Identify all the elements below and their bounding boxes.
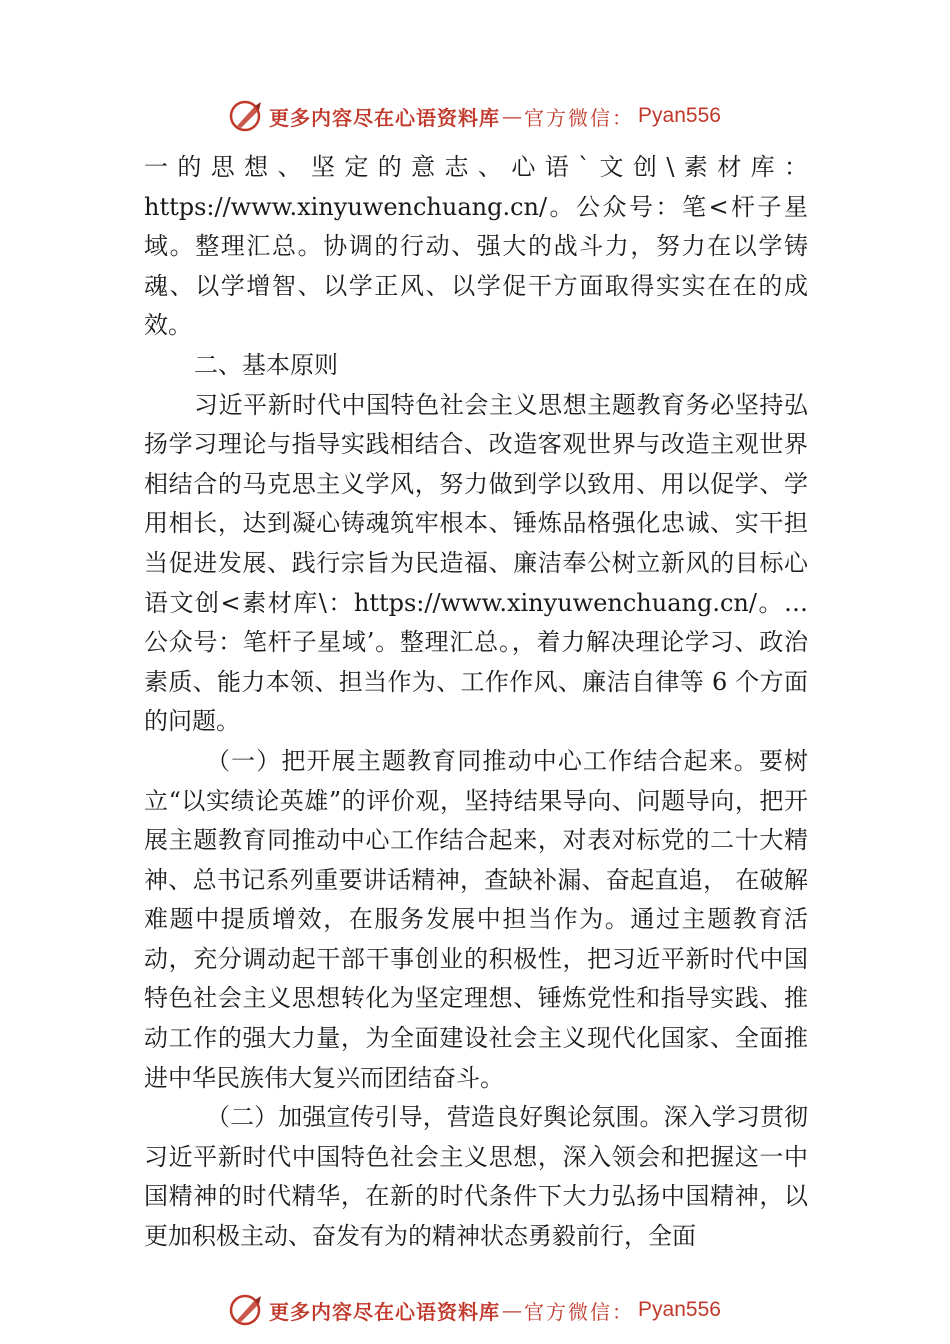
document-body [144, 148, 808, 1257]
section-heading: 二、基本原则 [194, 350, 338, 379]
pen-logo-icon [229, 98, 265, 134]
paragraph: （二）加强宣传引导，营造良好舆论氛围。深入学习贯彻习近平新时代中国特色社会主义思想，深入领会和把握这一中国精神的时代精华，在新的时代条件下大力弘扬中国精神，以更加积极主动、奋发有为的精神状态勇毅前行，全面 [144, 1103, 808, 1251]
paragraph: 一的思想、坚定的意志、心语`文创\素材库：https://www.xinyuwenchuang.cn/。公众号：笔<杆子星域。整理汇总。协调的行动、强大的战斗力，努力在以学铸魂、以学增智、以学正风、以学促干方面取得实实在在的成效。 [144, 153, 808, 340]
footer-banner [0, 1290, 950, 1330]
paragraph: 习近平新时代中国特色社会主义思想主题教育务必坚持弘扬学习理论与指导实践相结合、改造客观世界与改造主观世界相结合的马克思主义学风，努力做到学以致用、用以促学、学用相长，达到凝心铸魂筑牢根本、锤炼品格强化忠诚、实干担当促进发展、践行宗旨为民造福、廉洁奉公树立新风的目标心语文创<素材库\：https://www.xinyuwenchuang.cn/。…公众号：笔杆子星域’。整理汇总。，着力解决理论学习、政治素质、能力本领、担当作为、工作作风、廉洁自律等 6 个方面的问题。 [144, 390, 808, 736]
banner-dash: — [502, 1298, 523, 1322]
banner-label: 官方微信： [524, 105, 635, 130]
banner-wechat-id: Pyan556 [638, 1298, 721, 1321]
banner-wechat-id: Pyan556 [638, 104, 721, 127]
banner-dash: — [502, 104, 523, 128]
banner-brand: 更多内容尽在心语资料库 [269, 105, 501, 130]
banner-label: 官方微信： [524, 1299, 635, 1324]
pen-logo-icon [229, 1292, 265, 1328]
paragraph: （一）把开展主题教育同推动中心工作结合起来。要树立“以实绩论英雄”的评价观，坚持结果导向、问题导向，把开展主题教育同推动中心工作结合起来，对表对标党的二十大精神、总书记系列重要讲话精神，查缺补漏、奋起直追， 在破解难题中提质增效，在服务发展中担当作为。通过主题教育活动，充分调动起干部干事创业的积极性，把习近平新时代中国特色社会主义思想转化为坚定理想、锤炼党性和指导实践、推动工作的强大力量，为全面建设社会主义现代化国家、全面推进中华民族伟大复兴而团结奋斗。 [144, 746, 808, 1092]
header-banner [0, 96, 950, 136]
banner-brand: 更多内容尽在心语资料库 [269, 1299, 501, 1324]
